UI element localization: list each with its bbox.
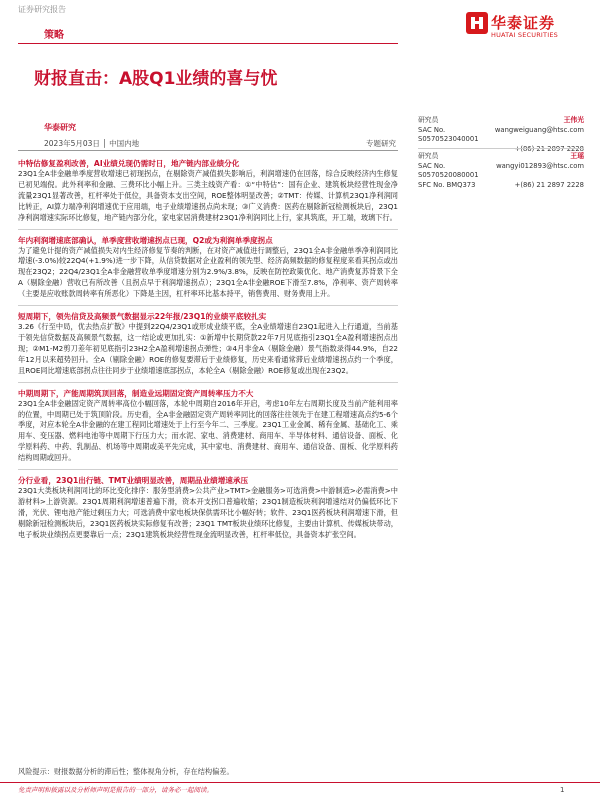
analyst-phone: +(86) 21 2897 2228 <box>514 180 584 189</box>
summary-section <box>18 311 398 377</box>
analyst-divider <box>418 148 584 149</box>
analyst-role: 研究员 <box>418 152 439 160</box>
huatai-logo-icon <box>466 12 488 34</box>
section-body: 23Q1全A非金融单季度营收增速已初现拐点，在剔除资产减值损失影响后，利润增速仍在回落，综合反映经济内生修复已初见端倪。此外利率和金融、三费环比小幅上升。三类主线资产看：①“中特估”：国有企业、建筑板块经营性现金净流量23Q1显著改善，杠杆率处于低位，具备资本支出空间，ROE整体明显改善；②TMT：传媒、计算机23Q1净利润同比转正，AI算力端净利润增速优于应用端，电子业绩增速拐点尚未现；③广义消费：医药在剔除新冠检测板块后，23Q1净利润增速实际环比修复，地产链内部分化，家电家居消费建材23Q1净利润同比上行，家具筑底，开工端，玻璃下行。 <box>18 169 398 222</box>
analyst-email[interactable]: wangweiguang@htsc.com <box>494 125 584 134</box>
summary-section <box>18 158 398 224</box>
report-type: 专题研究 <box>366 139 396 148</box>
report-label: 证券研究报告 <box>18 5 66 14</box>
report-body <box>18 158 398 546</box>
summary-section <box>18 475 398 541</box>
analyst-sfc: SFC No. BMQ373 <box>418 180 476 189</box>
section-divider <box>18 382 398 383</box>
analyst-name: 王瑶 <box>570 152 584 160</box>
section-divider <box>18 305 398 306</box>
section-heading: 中特估修复盈利改善，AI业绩兑现仍需时日，地产链内部业绩分化 <box>18 159 240 168</box>
page-number: 1 <box>560 786 565 794</box>
analyst-sac: SAC No. S0570523040001 <box>418 125 479 143</box>
report-title: 财报直击：A股Q1业绩的喜与忧 <box>34 69 278 89</box>
summary-section <box>18 388 398 464</box>
meta-divider <box>18 150 398 151</box>
section-heading: 年内利润增速底部确认，单季度营收增速拐点已现，Q2或为利润单季度拐点 <box>18 235 273 245</box>
analyst-sac: SAC No. S0570520080001 <box>418 161 479 179</box>
section-body: 为了避免计提的资产减值损失对内生经济修复节奏的判断，在对资产减值进行调整后，23Q1全A非金融单季净利润同比增速(-3.0%)较22Q4(+1.9%)进一步下降，从信贷数据对企业盈利的领先型、经济高频数据的修复程度来看其拐点或出现在23Q2；22Q4/23Q1全A非金融营收单季度增速分别为2.9%/3.8%，反映在防控政策优化、地产消费复苏背景下全A（剔除金融）营收已有所改善（且拐点早于利润增速拐点）；23Q1全A非金融ROE下滑至7.8%，净利率、资产周转率（主要是应收账款周转率有所恶化）下降是主因，杠杆率环比基本持平，销售费用、财务费用上升。 <box>18 245 398 299</box>
section-body: 23Q1全A非金融固定资产周转率高位小幅回落，本轮中周期自2016年开启，考虑10年左右周期长度及当前产能利用率的位置，中周期已处于筑顶阶段。历史看，全A非金融固定资产周转率同比的回落往往领先于在建工程增速高点约5-6个季度，对应本轮全A非金融的在建工程同比增速处于上行至今年二、三季度。23Q1工业金属、稀有金属、基础化工、乘用车、变压器、燃料电池等中周期下行压力大；而水泥、家电、消费建材、商用车、半导体材料、通信设备、面板、化学原料药、中药、乳制品、机场等中周期或美平先完成，其中家电、消费建材、商用车、通信设备、面板、化学原料药结构周期或回升。 <box>18 398 398 463</box>
research-label: 华泰研究 <box>44 123 76 132</box>
analyst-role: 研究员 <box>418 116 439 124</box>
analyst-email[interactable]: wangyi012893@htsc.com <box>496 161 584 170</box>
section-divider <box>18 229 398 230</box>
section-divider <box>18 469 398 470</box>
report-category-tag: 策略 <box>44 30 64 41</box>
header-divider <box>18 43 398 44</box>
report-date-region: 2023年5月03日 │ 中国内地 <box>44 139 140 148</box>
analyst-name: 王伟光 <box>563 116 584 124</box>
footer-divider <box>0 782 600 783</box>
section-heading: 分行业看，23Q1出行链、TMT业绩明显改善，周期品业绩增速承压 <box>18 476 249 486</box>
disclaimer-footer: 免责声明和披露以及分析师声明是报告的一部分，请务必一起阅读。 <box>18 786 213 794</box>
logo-text-en: HUATAI SECURITIES <box>491 31 558 39</box>
section-body: 23Q1大类板块利润同比的环比变化排序：服务型消费>公共产业>TMT>金融服务>可选消费>中游制造>必需消费>中游材料>上游资源。23Q1周期利润增速普遍下滑，资本开支拐口普遍收缩；23Q1制造板块利润增速结对仍偏低环比下滑，光伏、锂电池产能过剩压力大；可选消费中家电板块保供需环比小幅好转；软件、23Q1医药板块利润增速下滑，但剔除新冠检测板块后，23Q1医药板块实际修复有改善；23Q1 TMT板块业绩环比修复，主要由计算机、传媒板块带动，电子板块业绩拐点更要靠后一点；23Q1建筑板块经营性现金流明显改善，杠杆率低位，具备资本扩张空间。 <box>18 486 398 539</box>
section-body: 3.26《行至中局，优去热点扩散》中提到22Q4/23Q1或形成业绩平底，全A业绩增速自23Q1起进入上行通道，当前基于领先信贷数据及高频景气数据，这一结论或更加扎实：①新增中长期贷款22年7月见底指引23Q1全A盈利增速拐点出现；②M1-M2剪刀差年初见底指引23H2全A盈利增速拐点弹性；③4月非金A（剔除金融）景气指数录得44.9%，自22年12月以来超势回升。全A（剔除金融）ROE的修复要滞后于业绩修复，历史来看通常滞后业绩增速拐点约一个季度，且ROE同比增速底部拐点往往同步于业绩增速底部拐点，本轮全A（剔除金融）ROE修复或出现在23Q2。 <box>18 322 398 375</box>
risk-warning: 风险提示：财报数据分析的滞后性；整体视角分析，存在结构偏差。 <box>18 767 234 776</box>
logo-text-cn: 华泰证券 <box>491 14 556 32</box>
summary-section <box>18 235 398 301</box>
section-heading: 短周期下，领先信贷及高频景气数据显示22年报/23Q1的业绩平底较扎实 <box>18 312 267 322</box>
section-heading: 中期周期下，产能周期筑顶回落，制造业远期固定资产周转率压力不大 <box>18 388 254 398</box>
analyst-card <box>418 152 584 190</box>
